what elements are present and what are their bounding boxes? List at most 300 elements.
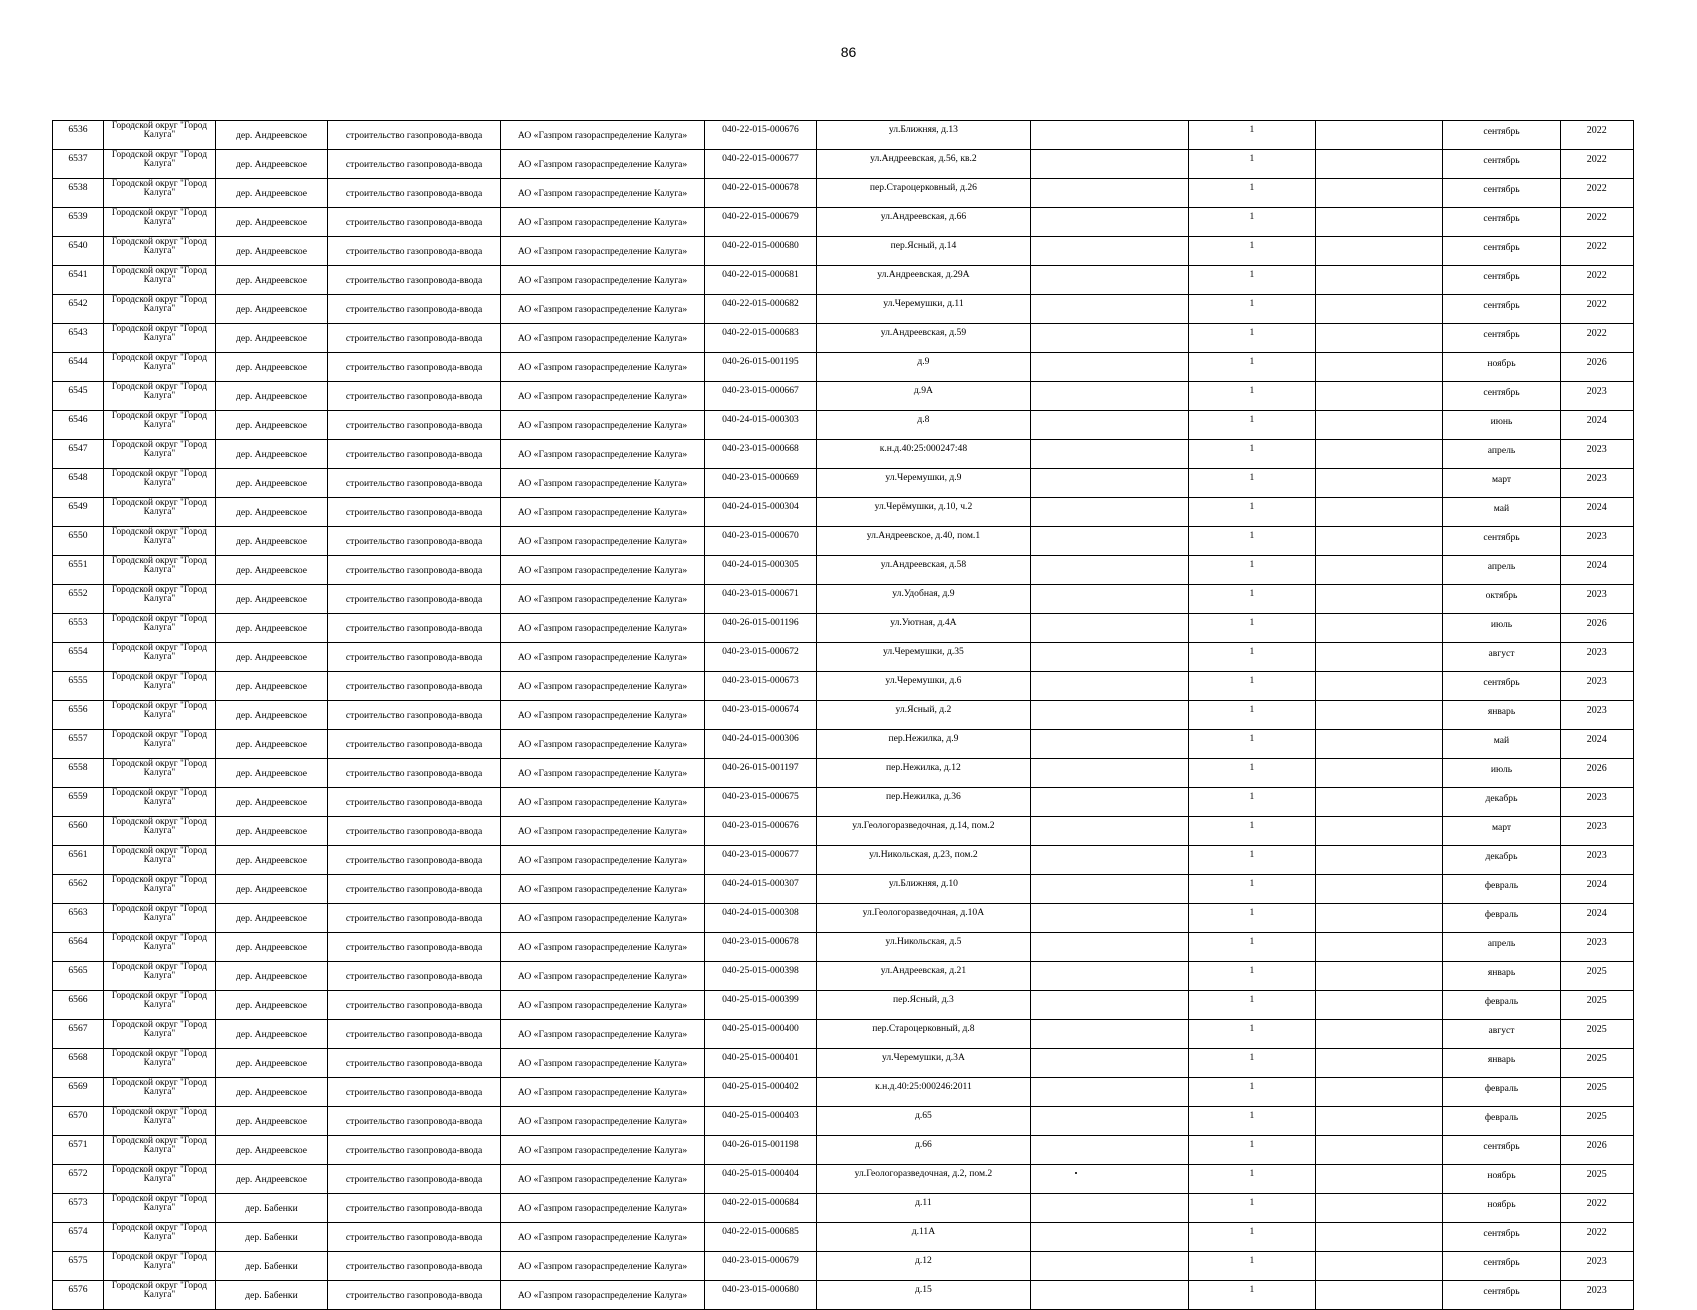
year-cell: 2023 [1560,643,1633,672]
empty-cell [1316,440,1443,469]
project-code-cell: 040-26-015-001197 [704,759,816,788]
address-cell: ул.Удобная, д.9 [816,585,1030,614]
empty-cell [1316,1252,1443,1281]
quantity-cell: 1 [1188,121,1315,150]
month-cell: сентябрь [1443,382,1560,411]
project-code-cell: 040-26-015-001195 [704,353,816,382]
year-cell: 2022 [1560,150,1633,179]
address-cell: ул.Андреевская, д.29А [816,266,1030,295]
work-type-cell: строительство газопровода-ввода [328,353,501,382]
month-cell: ноябрь [1443,1165,1560,1194]
organization-cell: АО «Газпром газораспределение Калуга» [501,1078,705,1107]
organization-cell: АО «Газпром газораспределение Калуга» [501,179,705,208]
quantity-cell: 1 [1188,382,1315,411]
empty-cell [1316,585,1443,614]
settlement-cell: дер. Андреевское [215,324,327,353]
settlement-cell: дер. Андреевское [215,498,327,527]
empty-cell [1030,585,1188,614]
work-type-cell: строительство газопровода-ввода [328,382,501,411]
quantity-cell: 1 [1188,295,1315,324]
project-code-cell: 040-25-015-000404 [704,1165,816,1194]
row-number: 6552 [53,585,104,614]
organization-cell: АО «Газпром газораспределение Калуга» [501,585,705,614]
table-row [53,875,1634,904]
quantity-cell: 1 [1188,556,1315,585]
table-row [53,1078,1634,1107]
table-row [53,672,1634,701]
project-code-cell: 040-23-015-000669 [704,469,816,498]
settlement-cell: дер. Андреевское [215,1165,327,1194]
address-cell: ул.Андреевское, д.40, пом.1 [816,527,1030,556]
municipality-cell: Городской округ "Город Калуга" [103,121,215,150]
organization-cell: АО «Газпром газораспределение Калуга» [501,643,705,672]
quantity-cell: 1 [1188,614,1315,643]
organization-cell: АО «Газпром газораспределение Калуга» [501,440,705,469]
project-code-cell: 040-25-015-000400 [704,1020,816,1049]
settlement-cell: дер. Андреевское [215,759,327,788]
row-number: 6570 [53,1107,104,1136]
month-cell: сентябрь [1443,295,1560,324]
project-code-cell: 040-25-015-000402 [704,1078,816,1107]
address-cell: ул.Черемушки, д.35 [816,643,1030,672]
project-code-cell: 040-23-015-000673 [704,672,816,701]
year-cell: 2023 [1560,672,1633,701]
project-code-cell: 040-25-015-000398 [704,962,816,991]
quantity-cell: 1 [1188,498,1315,527]
work-type-cell: строительство газопровода-ввода [328,121,501,150]
empty-cell [1030,788,1188,817]
work-type-cell: строительство газопровода-ввода [328,556,501,585]
project-code-cell: 040-22-015-000680 [704,237,816,266]
empty-cell [1316,1078,1443,1107]
settlement-cell: дер. Андреевское [215,353,327,382]
address-cell: ул.Ясный, д.2 [816,701,1030,730]
month-cell: ноябрь [1443,353,1560,382]
month-cell: июль [1443,759,1560,788]
address-cell: пер.Нежилка, д.36 [816,788,1030,817]
organization-cell: АО «Газпром газораспределение Калуга» [501,121,705,150]
settlement-cell: дер. Андреевское [215,556,327,585]
row-number: 6568 [53,1049,104,1078]
empty-cell [1316,933,1443,962]
organization-cell: АО «Газпром газораспределение Калуга» [501,411,705,440]
empty-cell [1030,672,1188,701]
address-cell: пер.Староцерковный, д.26 [816,179,1030,208]
empty-cell [1030,324,1188,353]
table-row [53,469,1634,498]
address-cell: ул.Черемушки, д.9 [816,469,1030,498]
work-type-cell: строительство газопровода-ввода [328,1078,501,1107]
municipality-cell: Городской округ "Город Калуга" [103,527,215,556]
empty-cell [1316,1107,1443,1136]
quantity-cell: 1 [1188,672,1315,701]
project-code-cell: 040-25-015-000399 [704,991,816,1020]
table-row [53,237,1634,266]
empty-cell [1030,498,1188,527]
work-type-cell: строительство газопровода-ввода [328,933,501,962]
municipality-cell: Городской округ "Город Калуга" [103,556,215,585]
table-row [53,150,1634,179]
work-type-cell: строительство газопровода-ввода [328,498,501,527]
month-cell: декабрь [1443,788,1560,817]
municipality-cell: Городской округ "Город Калуга" [103,469,215,498]
organization-cell: АО «Газпром газораспределение Калуга» [501,788,705,817]
month-cell: сентябрь [1443,208,1560,237]
row-number: 6554 [53,643,104,672]
organization-cell: АО «Газпром газораспределение Калуга» [501,1223,705,1252]
table-row [53,904,1634,933]
address-cell: ул.Черемушки, д.11 [816,295,1030,324]
year-cell: 2024 [1560,730,1633,759]
year-cell: 2025 [1560,1049,1633,1078]
row-number: 6545 [53,382,104,411]
settlement-cell: дер. Андреевское [215,121,327,150]
year-cell: 2026 [1560,759,1633,788]
organization-cell: АО «Газпром газораспределение Калуга» [501,1165,705,1194]
quantity-cell: 1 [1188,1223,1315,1252]
settlement-cell: дер. Андреевское [215,179,327,208]
work-type-cell: строительство газопровода-ввода [328,266,501,295]
year-cell: 2024 [1560,498,1633,527]
empty-cell [1316,672,1443,701]
year-cell: 2025 [1560,991,1633,1020]
table-row [53,556,1634,585]
project-code-cell: 040-24-015-000307 [704,875,816,904]
row-number: 6565 [53,962,104,991]
row-number: 6573 [53,1194,104,1223]
month-cell: октябрь [1443,585,1560,614]
empty-cell [1316,846,1443,875]
month-cell: август [1443,643,1560,672]
work-type-cell: строительство газопровода-ввода [328,730,501,759]
month-cell: февраль [1443,875,1560,904]
month-cell: январь [1443,701,1560,730]
work-type-cell: строительство газопровода-ввода [328,962,501,991]
address-cell: к.н.д.40:25:000247:48 [816,440,1030,469]
municipality-cell: Городской округ "Город Калуга" [103,1107,215,1136]
organization-cell: АО «Газпром газораспределение Калуга» [501,266,705,295]
project-code-cell: 040-23-015-000676 [704,817,816,846]
year-cell: 2025 [1560,1107,1633,1136]
month-cell: сентябрь [1443,1223,1560,1252]
year-cell: 2023 [1560,469,1633,498]
empty-cell [1316,150,1443,179]
month-cell: апрель [1443,440,1560,469]
address-cell: ул.Андреевская, д.66 [816,208,1030,237]
year-cell: 2022 [1560,324,1633,353]
work-type-cell: строительство газопровода-ввода [328,817,501,846]
empty-cell [1030,353,1188,382]
empty-cell [1030,440,1188,469]
work-type-cell: строительство газопровода-ввода [328,643,501,672]
empty-cell [1030,846,1188,875]
address-cell: пер.Нежилка, д.9 [816,730,1030,759]
project-code-cell: 040-22-015-000685 [704,1223,816,1252]
row-number: 6540 [53,237,104,266]
quantity-cell: 1 [1188,1020,1315,1049]
table-row [53,701,1634,730]
address-cell: ул.Андреевская, д.21 [816,962,1030,991]
quantity-cell: 1 [1188,411,1315,440]
year-cell: 2023 [1560,933,1633,962]
row-number: 6564 [53,933,104,962]
empty-cell [1316,788,1443,817]
municipality-cell: Городской округ "Город Калуга" [103,208,215,237]
table-row [53,179,1634,208]
empty-cell [1316,498,1443,527]
month-cell: сентябрь [1443,1252,1560,1281]
empty-cell [1030,614,1188,643]
address-cell: д.12 [816,1252,1030,1281]
row-number: 6551 [53,556,104,585]
month-cell: март [1443,817,1560,846]
organization-cell: АО «Газпром газораспределение Калуга» [501,556,705,585]
project-code-cell: 040-23-015-000674 [704,701,816,730]
empty-cell [1316,730,1443,759]
quantity-cell: 1 [1188,991,1315,1020]
settlement-cell: дер. Андреевское [215,411,327,440]
organization-cell: АО «Газпром газораспределение Калуга» [501,614,705,643]
row-number: 6559 [53,788,104,817]
municipality-cell: Городской округ "Город Калуга" [103,1078,215,1107]
work-type-cell: строительство газопровода-ввода [328,875,501,904]
month-cell: сентябрь [1443,150,1560,179]
gasification-table [52,120,1634,1310]
quantity-cell: 1 [1188,1136,1315,1165]
settlement-cell: дер. Андреевское [215,295,327,324]
address-cell: ул.Никольская, д.5 [816,933,1030,962]
table-row [53,121,1634,150]
settlement-cell: дер. Бабенки [215,1281,327,1310]
row-number: 6542 [53,295,104,324]
project-code-cell: 040-25-015-000403 [704,1107,816,1136]
address-cell: д.11А [816,1223,1030,1252]
year-cell: 2023 [1560,585,1633,614]
quantity-cell: 1 [1188,1252,1315,1281]
month-cell: сентябрь [1443,266,1560,295]
work-type-cell: строительство газопровода-ввода [328,614,501,643]
organization-cell: АО «Газпром газораспределение Калуга» [501,498,705,527]
municipality-cell: Городской округ "Город Калуга" [103,701,215,730]
settlement-cell: дер. Андреевское [215,150,327,179]
year-cell: 2023 [1560,846,1633,875]
month-cell: ноябрь [1443,1194,1560,1223]
empty-cell [1316,121,1443,150]
quantity-cell: 1 [1188,759,1315,788]
municipality-cell: Городской округ "Город Калуга" [103,382,215,411]
empty-cell [1030,962,1188,991]
empty-cell [1316,643,1443,672]
work-type-cell: строительство газопровода-ввода [328,904,501,933]
row-number: 6560 [53,817,104,846]
municipality-cell: Городской округ "Город Калуга" [103,672,215,701]
empty-cell [1030,759,1188,788]
year-cell: 2023 [1560,1252,1633,1281]
project-code-cell: 040-26-015-001198 [704,1136,816,1165]
empty-cell [1030,730,1188,759]
quantity-cell: 1 [1188,904,1315,933]
address-cell: д.9 [816,353,1030,382]
empty-cell [1316,179,1443,208]
page-number: 86 [840,44,857,60]
quantity-cell: 1 [1188,469,1315,498]
quantity-cell: 1 [1188,962,1315,991]
municipality-cell: Городской округ "Город Калуга" [103,643,215,672]
settlement-cell: дер. Андреевское [215,266,327,295]
table-row [53,991,1634,1020]
quantity-cell: 1 [1188,933,1315,962]
month-cell: май [1443,498,1560,527]
quantity-cell: 1 [1188,875,1315,904]
month-cell: март [1443,469,1560,498]
row-number: 6539 [53,208,104,237]
month-cell: февраль [1443,1078,1560,1107]
settlement-cell: дер. Бабенки [215,1194,327,1223]
empty-cell [1316,1223,1443,1252]
table-row [53,614,1634,643]
year-cell: 2022 [1560,179,1633,208]
municipality-cell: Городской округ "Город Калуга" [103,440,215,469]
quantity-cell: 1 [1188,353,1315,382]
row-number: 6537 [53,150,104,179]
project-code-cell: 040-26-015-001196 [704,614,816,643]
row-number: 6536 [53,121,104,150]
empty-cell [1316,991,1443,1020]
organization-cell: АО «Газпром газораспределение Калуга» [501,672,705,701]
year-cell: 2023 [1560,1281,1633,1310]
settlement-cell: дер. Андреевское [215,643,327,672]
organization-cell: АО «Газпром газораспределение Калуга» [501,904,705,933]
month-cell: сентябрь [1443,121,1560,150]
empty-cell [1316,1281,1443,1310]
month-cell: сентябрь [1443,324,1560,353]
project-code-cell: 040-23-015-000667 [704,382,816,411]
table-row [53,730,1634,759]
quantity-cell: 1 [1188,237,1315,266]
quantity-cell: 1 [1188,701,1315,730]
empty-cell [1030,701,1188,730]
month-cell: февраль [1443,991,1560,1020]
month-cell: май [1443,730,1560,759]
empty-cell [1030,875,1188,904]
row-number: 6576 [53,1281,104,1310]
address-cell: ул.Ближняя, д.10 [816,875,1030,904]
empty-cell [1030,295,1188,324]
project-code-cell: 040-23-015-000677 [704,846,816,875]
row-number: 6541 [53,266,104,295]
table-row [53,1252,1634,1281]
address-cell: ул.Геологоразведочная, д.14, пом.2 [816,817,1030,846]
table-row [53,643,1634,672]
work-type-cell: строительство газопровода-ввода [328,208,501,237]
month-cell: сентябрь [1443,1281,1560,1310]
month-cell: сентябрь [1443,179,1560,208]
work-type-cell: строительство газопровода-ввода [328,527,501,556]
table-row [53,817,1634,846]
row-number: 6548 [53,469,104,498]
organization-cell: АО «Газпром газораспределение Калуга» [501,237,705,266]
month-cell: январь [1443,1049,1560,1078]
address-cell: пер.Староцерковный, д.8 [816,1020,1030,1049]
row-number: 6556 [53,701,104,730]
row-number: 6555 [53,672,104,701]
year-cell: 2022 [1560,1223,1633,1252]
work-type-cell: строительство газопровода-ввода [328,701,501,730]
municipality-cell: Городской округ "Город Калуга" [103,730,215,759]
project-code-cell: 040-24-015-000306 [704,730,816,759]
settlement-cell: дер. Андреевское [215,904,327,933]
work-type-cell: строительство газопровода-ввода [328,672,501,701]
quantity-cell: 1 [1188,1049,1315,1078]
empty-cell [1030,904,1188,933]
work-type-cell: строительство газопровода-ввода [328,440,501,469]
table-row [53,382,1634,411]
year-cell: 2022 [1560,121,1633,150]
row-number: 6549 [53,498,104,527]
work-type-cell: строительство газопровода-ввода [328,1107,501,1136]
settlement-cell: дер. Андреевское [215,1107,327,1136]
empty-cell [1316,1136,1443,1165]
project-code-cell: 040-24-015-000304 [704,498,816,527]
settlement-cell: дер. Андреевское [215,382,327,411]
address-cell: д.66 [816,1136,1030,1165]
address-cell: к.н.д.40:25:000246:2011 [816,1078,1030,1107]
month-cell: декабрь [1443,846,1560,875]
row-number: 6572 [53,1165,104,1194]
empty-cell [1030,556,1188,585]
empty-cell [1316,556,1443,585]
municipality-cell: Городской округ "Город Калуга" [103,962,215,991]
empty-cell [1030,527,1188,556]
empty-cell [1316,324,1443,353]
settlement-cell: дер. Андреевское [215,1078,327,1107]
municipality-cell: Городской округ "Город Калуга" [103,875,215,904]
month-cell: июль [1443,614,1560,643]
organization-cell: АО «Газпром газораспределение Калуга» [501,353,705,382]
empty-cell [1316,208,1443,237]
address-cell: ул.Геологоразведочная, д.2, пом.2 [816,1165,1030,1194]
row-number: 6538 [53,179,104,208]
year-cell: 2023 [1560,440,1633,469]
year-cell: 2022 [1560,266,1633,295]
municipality-cell: Городской округ "Город Калуга" [103,1252,215,1281]
project-code-cell: 040-23-015-000678 [704,933,816,962]
quantity-cell: 1 [1188,730,1315,759]
empty-cell [1316,759,1443,788]
scan-artifact-dot [1075,1172,1077,1174]
row-number: 6569 [53,1078,104,1107]
year-cell: 2024 [1560,556,1633,585]
table-row [53,933,1634,962]
municipality-cell: Городской округ "Город Калуга" [103,933,215,962]
work-type-cell: строительство газопровода-ввода [328,1252,501,1281]
quantity-cell: 1 [1188,585,1315,614]
quantity-cell: 1 [1188,788,1315,817]
municipality-cell: Городской округ "Город Калуга" [103,1165,215,1194]
quantity-cell: 1 [1188,179,1315,208]
settlement-cell: дер. Бабенки [215,1223,327,1252]
year-cell: 2025 [1560,1020,1633,1049]
project-code-cell: 040-22-015-000681 [704,266,816,295]
empty-cell [1316,411,1443,440]
settlement-cell: дер. Андреевское [215,1136,327,1165]
empty-cell [1030,817,1188,846]
project-code-cell: 040-24-015-000303 [704,411,816,440]
row-number: 6566 [53,991,104,1020]
work-type-cell: строительство газопровода-ввода [328,469,501,498]
work-type-cell: строительство газопровода-ввода [328,585,501,614]
row-number: 6574 [53,1223,104,1252]
